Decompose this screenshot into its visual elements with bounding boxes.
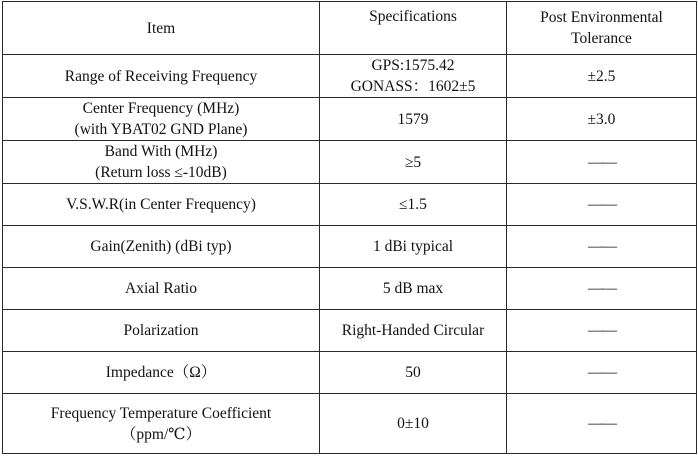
cell-spec-text: 5 dB max [382, 280, 444, 297]
cell-spec-text: ≤1.5 [399, 196, 427, 213]
cell-item-text: V.S.W.R(in Center Frequency) [66, 196, 256, 213]
cell-spec [320, 226, 507, 268]
cell-spec-text: GPS:1575.42 [371, 57, 455, 74]
header-tolerance-line-2: Tolerance [571, 30, 632, 47]
cell-item-text: Band With (MHz) [104, 143, 218, 160]
cell-spec [320, 352, 507, 394]
cell-spec [320, 268, 507, 310]
cell-tolerance [507, 98, 697, 141]
cell-item-text: Polarization [123, 322, 199, 339]
table-row [3, 352, 697, 394]
cell-tolerance-text: —— [588, 280, 615, 297]
cell-tolerance [507, 352, 697, 394]
table-row [3, 268, 697, 310]
cell-spec [320, 55, 507, 98]
table-row [3, 226, 697, 268]
cell-item [3, 310, 320, 352]
header-item-label: Item [146, 19, 176, 37]
cell-spec-text: Right-Handed Circular [341, 322, 485, 339]
specification-table [2, 1, 697, 454]
cell-spec [320, 310, 507, 352]
header-item [3, 2, 320, 55]
cell-spec [320, 394, 507, 454]
table-header-row [3, 2, 697, 55]
cell-item [3, 352, 320, 394]
cell-tolerance [507, 394, 697, 454]
table-row [3, 310, 697, 352]
cell-tolerance-text: —— [588, 322, 615, 339]
cell-item [3, 268, 320, 310]
cell-item-text: Center Frequency (MHz) [82, 100, 240, 117]
cell-item-text: Impedance（Ω） [105, 364, 217, 381]
cell-item [3, 141, 320, 184]
cell-spec-text: ≥5 [404, 153, 422, 171]
cell-item-text: (with YBAT02 GND Plane) [74, 121, 248, 138]
header-specifications-label: Specifications [369, 8, 457, 25]
cell-spec [320, 141, 507, 184]
cell-item-text: Axial Ratio [125, 280, 197, 297]
table-row [3, 98, 697, 141]
cell-tolerance-text: —— [588, 153, 615, 171]
cell-item-text: Gain(Zenith) (dBi typ) [90, 238, 232, 255]
cell-tolerance [507, 55, 697, 98]
header-specifications [320, 2, 507, 55]
cell-tolerance-text: —— [588, 196, 615, 213]
cell-tolerance [507, 184, 697, 226]
cell-tolerance [507, 268, 697, 310]
cell-item [3, 184, 320, 226]
cell-spec-text: 1579 [397, 110, 429, 128]
cell-spec [320, 184, 507, 226]
cell-item [3, 55, 320, 98]
cell-tolerance-text: —— [588, 364, 615, 381]
cell-tolerance [507, 226, 697, 268]
cell-item-text: (Return loss ≤-10dB) [95, 164, 227, 181]
cell-tolerance [507, 310, 697, 352]
cell-spec [320, 98, 507, 141]
cell-item [3, 98, 320, 141]
header-tolerance [507, 2, 697, 55]
table-row [3, 55, 697, 98]
cell-spec-text: GONASS：1602±5 [350, 78, 476, 95]
cell-item [3, 226, 320, 268]
cell-item-text: Range of Receiving Frequency [64, 67, 258, 85]
table-row [3, 141, 697, 184]
cell-tolerance-text: —— [588, 238, 615, 255]
cell-spec-text: 50 [405, 364, 421, 381]
cell-item-text: Frequency Temperature Coefficient [50, 404, 272, 422]
table-row [3, 184, 697, 226]
cell-item [3, 394, 320, 454]
cell-spec-text: 1 dBi typical [372, 238, 454, 255]
cell-tolerance-text: —— [588, 415, 615, 432]
cell-spec-text: 0±10 [397, 415, 429, 432]
table-row [3, 394, 697, 454]
cell-tolerance-text: ±3.0 [587, 110, 616, 128]
header-tolerance-line-1: Post Environmental [540, 9, 663, 26]
cell-tolerance [507, 141, 697, 184]
cell-tolerance-text: ±2.5 [587, 67, 616, 85]
cell-item-text: （ppm/℃） [120, 425, 202, 443]
